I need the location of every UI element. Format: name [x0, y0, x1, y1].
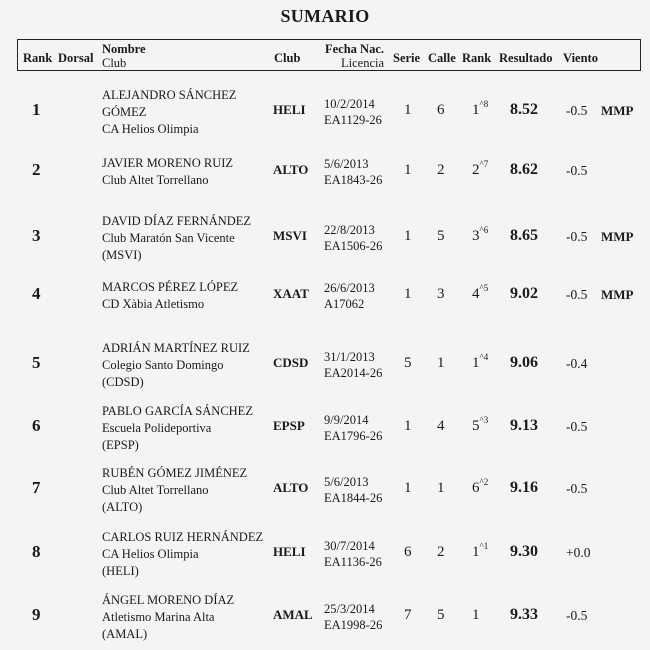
- header-rank2: Rank: [462, 51, 492, 65]
- record-note: MMP: [601, 229, 634, 244]
- birth-date: 31/1/2013: [324, 350, 375, 364]
- athlete-club-line: (EPSP): [102, 438, 139, 452]
- heat-number: 1: [404, 418, 412, 434]
- club-code: ALTO: [273, 480, 309, 495]
- athlete-club-line: Colegio Santo Domingo: [102, 358, 224, 372]
- heat-rank-qualifier: ^5: [479, 283, 489, 293]
- birth-date: 26/6/2013: [324, 281, 375, 295]
- heat-number: 1: [404, 102, 412, 118]
- lane-number: 2: [437, 162, 445, 178]
- athlete-club-line: CD Xàbia Atletismo: [102, 297, 205, 311]
- birth-date: 22/8/2013: [324, 223, 375, 237]
- club-code: MSVI: [273, 228, 307, 243]
- heat-number: 5: [404, 355, 412, 371]
- athlete-name: DAVID DÍAZ FERNÁNDEZ: [102, 214, 252, 228]
- heat-number: 1: [404, 480, 412, 496]
- lane-number: 1: [437, 355, 445, 371]
- heat-rank: [472, 477, 489, 497]
- wind-reading: -0.5: [566, 163, 588, 178]
- birth-date: 10/2/2014: [324, 97, 375, 111]
- license-number: EA1844-26: [324, 491, 383, 505]
- heat-rank-value: 1: [472, 102, 480, 118]
- header-resultado: Resultado: [499, 51, 553, 65]
- result-time: 9.13: [510, 417, 538, 434]
- heat-rank-value: 1: [472, 544, 480, 560]
- heat-rank-qualifier: ^1: [479, 541, 489, 551]
- athlete-club-line: (AMAL): [102, 627, 148, 641]
- heat-rank-qualifier: ^6: [479, 225, 489, 235]
- heat-rank-value: 4: [472, 286, 480, 302]
- club-code: CDSD: [273, 355, 309, 370]
- result-time: 8.52: [510, 101, 538, 118]
- rank-number: 9: [32, 605, 41, 624]
- club-code: HELI: [273, 544, 306, 559]
- club-code: EPSP: [273, 418, 305, 433]
- header-calle: Calle: [428, 51, 456, 65]
- wind-reading: -0.5: [566, 229, 588, 244]
- rank-number: 2: [32, 160, 41, 179]
- license-number: EA1796-26: [324, 429, 383, 443]
- rank-number: 1: [32, 100, 41, 119]
- license-number: EA1506-26: [324, 239, 383, 253]
- result-time: 8.62: [510, 161, 538, 178]
- lane-number: 2: [437, 544, 445, 560]
- license-number: EA2014-26: [324, 366, 383, 380]
- birth-date: 5/6/2013: [324, 157, 369, 171]
- heat-rank-qualifier: ^8: [479, 99, 489, 109]
- lane-number: 6: [437, 102, 445, 118]
- header-club: Club: [274, 51, 301, 65]
- birth-date: 25/3/2014: [324, 602, 375, 616]
- heat-number: 1: [404, 286, 412, 302]
- athlete-name: RUBÉN GÓMEZ JIMÉNEZ: [102, 466, 248, 480]
- birth-date: 5/6/2013: [324, 475, 369, 489]
- heat-number: 7: [404, 607, 412, 623]
- athlete-club-line: GÓMEZ: [102, 105, 147, 119]
- athlete-club-line: Club Altet Torrellano: [102, 483, 209, 497]
- table-header: [17, 39, 641, 71]
- license-number: EA1998-26: [324, 618, 383, 632]
- wind-reading: -0.5: [566, 608, 588, 623]
- heat-rank: [472, 352, 489, 372]
- athlete-name: PABLO GARCÍA SÁNCHEZ: [102, 404, 253, 418]
- wind-reading: +0.0: [566, 545, 591, 560]
- heat-rank-value: 1: [472, 355, 480, 371]
- heat-rank-qualifier: ^7: [479, 159, 489, 169]
- rank-number: 4: [32, 284, 41, 303]
- heat-rank-value: 1: [472, 607, 480, 623]
- heat-rank-qualifier: ^4: [479, 352, 489, 362]
- athlete-club-line: CA Helios Olimpia: [102, 547, 199, 561]
- rank-number: 6: [32, 416, 41, 435]
- header-nombre: Nombre: [102, 42, 146, 56]
- header-club-sub: Club: [102, 56, 127, 70]
- wind-reading: -0.4: [566, 356, 588, 371]
- birth-date: 9/9/2014: [324, 413, 369, 427]
- header-fecha: Fecha Nac.: [325, 42, 385, 56]
- license-number: EA1843-26: [324, 173, 383, 187]
- result-time: 9.16: [510, 479, 538, 496]
- result-time: 9.06: [510, 354, 538, 371]
- heat-rank: [472, 283, 489, 303]
- heat-rank: [472, 415, 489, 435]
- club-code: XAAT: [273, 286, 309, 301]
- athlete-club-line: (MSVI): [102, 248, 142, 262]
- heat-rank-qualifier: ^3: [479, 415, 489, 425]
- rank-number: 3: [32, 226, 41, 245]
- heat-rank-value: 3: [472, 228, 480, 244]
- heat-rank-qualifier: ^2: [479, 477, 489, 487]
- heat-rank: [472, 159, 489, 179]
- athlete-club-line: Club Altet Torrellano: [102, 173, 209, 187]
- heat-rank-value: 2: [472, 162, 480, 178]
- record-note: MMP: [601, 103, 634, 118]
- athlete-name: JAVIER MORENO RUIZ: [102, 156, 234, 170]
- heat-rank-value: 5: [472, 418, 480, 434]
- header-viento: Viento: [563, 51, 598, 65]
- result-time: 9.02: [510, 285, 538, 302]
- wind-reading: -0.5: [566, 287, 588, 302]
- athlete-club-line: CA Helios Olimpia: [102, 122, 199, 136]
- page-title: SUMARIO: [280, 6, 370, 26]
- club-code: HELI: [273, 102, 306, 117]
- heat-rank-value: 6: [472, 480, 480, 496]
- heat-rank: [472, 99, 489, 119]
- lane-number: 4: [437, 418, 445, 434]
- athlete-club-line: (HELI): [102, 564, 139, 578]
- header-dorsal: Dorsal: [58, 51, 94, 65]
- heat-number: 1: [404, 162, 412, 178]
- rank-number: 5: [32, 353, 41, 372]
- header-serie: Serie: [393, 51, 421, 65]
- athlete-club-line: Escuela Polideportiva: [102, 421, 212, 435]
- license-number: A17062: [324, 297, 365, 311]
- athlete-name: ALEJANDRO SÁNCHEZ: [102, 88, 237, 102]
- athlete-name: ADRIÁN MARTÍNEZ RUIZ: [102, 341, 250, 355]
- athlete-club-line: (CDSD): [102, 375, 144, 389]
- athlete-club-line: Club Maratón San Vicente: [102, 231, 235, 245]
- athlete-club-line: Atletismo Marina Alta: [102, 610, 215, 624]
- athlete-club-line: (ALTO): [102, 500, 143, 514]
- header-rank: Rank: [23, 51, 53, 65]
- lane-number: 5: [437, 228, 445, 244]
- license-number: EA1129-26: [324, 113, 382, 127]
- rank-number: 8: [32, 542, 41, 561]
- wind-reading: -0.5: [566, 103, 588, 118]
- athlete-name: ÁNGEL MORENO DÍAZ: [102, 593, 235, 607]
- license-number: EA1136-26: [324, 555, 382, 569]
- heat-number: 6: [404, 544, 412, 560]
- lane-number: 5: [437, 607, 445, 623]
- club-code: ALTO: [273, 162, 309, 177]
- wind-reading: -0.5: [566, 481, 588, 496]
- result-time: 8.65: [510, 227, 538, 244]
- result-time: 9.33: [510, 606, 538, 623]
- wind-reading: -0.5: [566, 419, 588, 434]
- result-time: 9.30: [510, 543, 538, 560]
- heat-number: 1: [404, 228, 412, 244]
- heat-rank: [472, 225, 489, 245]
- heat-rank: [472, 607, 480, 624]
- record-note: MMP: [601, 287, 634, 302]
- header-licencia: Licencia: [341, 56, 385, 70]
- athlete-name: MARCOS PÉREZ LÓPEZ: [102, 280, 239, 294]
- lane-number: 1: [437, 480, 445, 496]
- heat-rank: [472, 541, 489, 561]
- athlete-name: CARLOS RUIZ HERNÁNDEZ: [102, 530, 264, 544]
- birth-date: 30/7/2014: [324, 539, 375, 553]
- lane-number: 3: [437, 286, 445, 302]
- club-code: AMAL: [273, 607, 313, 622]
- rank-number: 7: [32, 478, 41, 497]
